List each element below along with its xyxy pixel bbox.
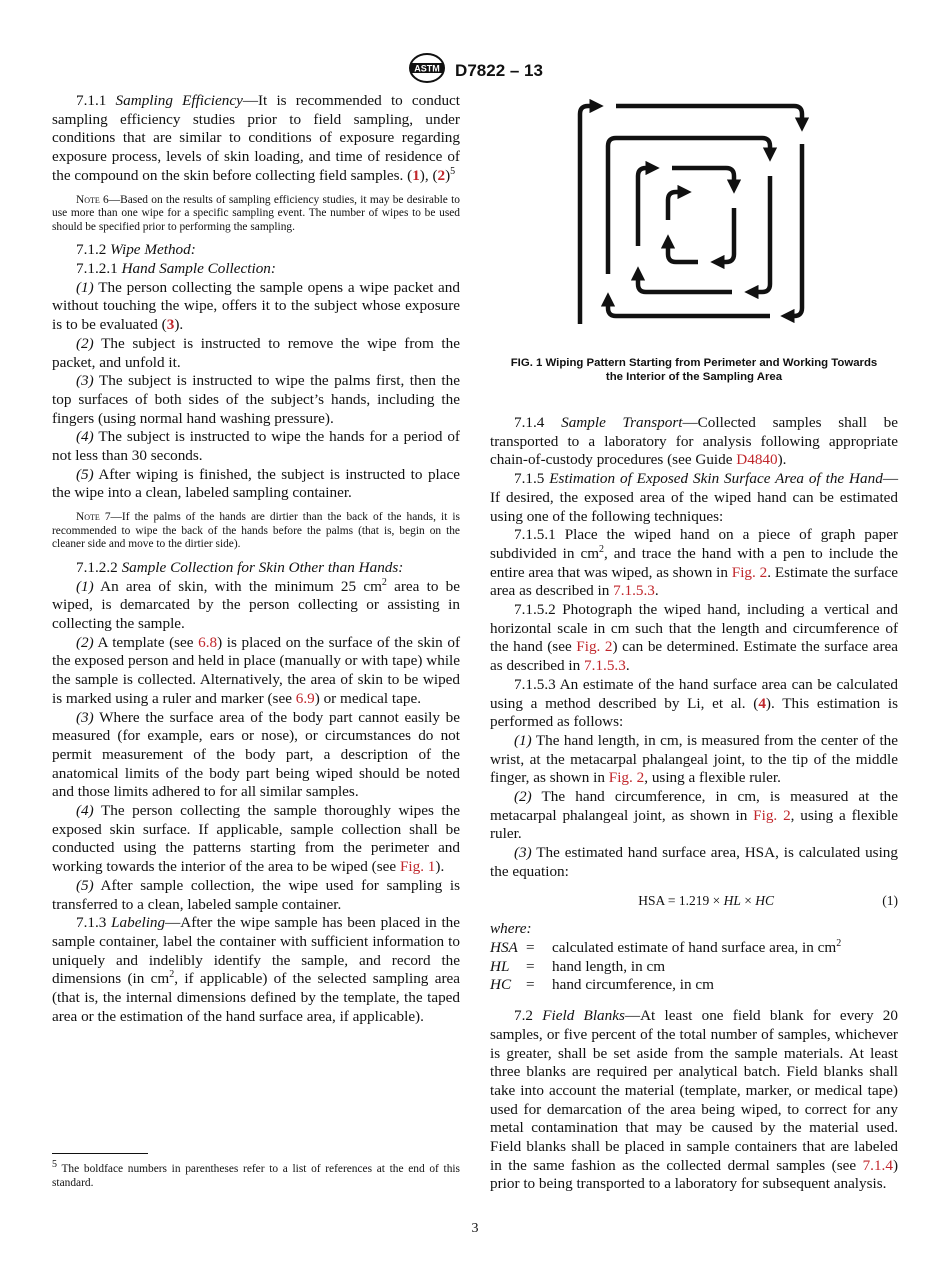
section-7-1-5-2: 7.1.5.2 Photograph the wiped hand, including a vertical and horizontal scale in cm such that the length and circumference of the hand (see Fig. 2) can be determined. Estimate the surface area as described in 7.1.5.3. [490,601,898,675]
link-7-1-4[interactable]: 7.1.4 [862,1156,893,1174]
figure-1-caption: FIG. 1 Wiping Pattern Starting from Perimeter and Working Towards the Interior of the Sampling Area [510,357,878,383]
footnote-rule [52,1153,148,1154]
measure-step-3: (3) The estimated hand surface area, HSA, is calculated using the equation: [490,844,898,880]
note-7: Note 7—If the palms of the hands are dirtier than the back of the hands, it is recommended to wipe the back of the hands before the palms (that is, begin on the cleaner side and move to the dirtier side). [52,511,460,551]
link-6-8[interactable]: 6.8 [198,633,218,651]
link-fig-1[interactable]: Fig. 1 [399,858,436,876]
left-column [52,92,460,1027]
variable-definitions [490,939,841,995]
skin-step-4: (4) The person collecting the sample thoroughly wipes the exposed skin surface. If applicable, sample collection shall be conducted using the patterns starting from the perimeter and working towards the interior of the area to be wiped (see Fig. 1). [52,802,460,876]
definition-row: HL = hand length, in cm [490,957,666,975]
standard-designation: D7822 – 13 [455,60,543,80]
link-7-1-5-3[interactable]: 7.1.5.3 [584,657,626,675]
section-7-1-2-2: 7.1.2.2 Sample Collection for Skin Other than Hands: [76,558,404,576]
skin-step-1: (1) An area of skin, with the minimum 25 $cm^2$ area to be wiped, is demarcated by the person collecting or assisting in collecting the sample. [52,576,460,633]
hand-step-2: (2) The subject is instructed to remove the wipe from the packet, and unfold it. [52,334,460,371]
figure-1-wiping-pattern [490,96,898,344]
link-fig-2[interactable]: Fig. 2 [753,806,791,824]
logo-text: ASTM [414,63,440,74]
measure-step-1: (1) The hand length, in cm, is measured from the center of the wrist, at the metacarpal phalangeal joint, to the tip of the middle finger, as shown in Fig. 2, using a flexible ruler. [490,731,898,787]
section-7-1-2: 7.1.2 Wipe Method: [76,241,196,259]
hand-step-4: (4) The subject is instructed to wipe the hands for a period of not less than 30 seconds. [52,428,460,465]
section-7-1-4: 7.1.4 Sample Transport—Collected samples shall be transported to a laboratory for analysis following appropriate chain-of-custody procedures (see Guide D4840). [490,414,898,469]
hand-step-1: (1) The person collecting the sample opens a wipe packet and without touching the wipe, offers it to the subject whose exposure is to be evaluated (3). [52,278,460,334]
section-7-1-5-1: 7.1.5.1 Place the wiped hand on a piece of graph paper subdivided in $cm^2$, and trace the hand with a pen to include the entire area that was wiped, as shown in Fig. 2. Estimate the surface area as described in 7.1.5.3. [490,526,898,600]
section-7-1-5-3: 7.1.5.3 An estimate of the hand surface area can be calculated using a method described by Li, et al. (4). This estimation is performed as follows: [490,675,899,731]
link-fig-2[interactable]: Fig. 2 [576,638,613,656]
link-fig-2[interactable]: Fig. 2 [731,563,768,581]
astm-logo-icon [407,52,447,89]
hand-step-3: (3) The subject is instructed to wipe the palms first, then the top surfaces of both sides of the subject’s hands, including the fingers (using normal hand washing pressure). [52,372,460,427]
definition-row: HSA = calculated estimate of hand surface area, in $cm^2$ [490,937,842,956]
note-6: Note 6—Based on the results of sampling efficiency studies, it may be desirable to use more than one wipe for a specific sampling event. The number of wipes to be used should be specified prior to performing the sampling. [52,193,460,233]
equation-1: HSA = 1.219 × HL × HC (1) [490,892,898,911]
page-number: 3 [471,1221,479,1236]
link-6-9[interactable]: 6.9 [295,689,315,707]
ref-link-4[interactable]: 4 [758,694,766,712]
where-label: where: [490,920,532,938]
measure-step-2: (2) The hand circumference, in cm, is measured at the metacarpal phalangeal joint, as shown in Fig. 2, using a flexible ruler. [490,788,899,843]
section-7-1-1: 7.1.1 Sampling Efficiency—It is recommended to conduct sampling efficiency studies prior to field sampling, under conditions that are similar to conditions of exposure regarding exposure process, levels of skin loading, and time of residence of the compound on the skin before collecting field samples. (1), $(2)^5$ [52,92,460,184]
skin-step-2: (2) A template (see 6.8) is placed on the surface of the skin of the exposed person and held in place (manually or with tape) while the sample is collected. Alternatively, the area of skin to be wiped is marked using a ruler and marker (see 6.9) or medical tape. [52,633,461,707]
definition-row: HC = hand circumference, in cm [490,976,714,994]
ref-link-3[interactable]: 3 [166,316,175,334]
equation-number: (1) [882,892,898,908]
wiping-pattern-diagram [490,96,898,344]
footnote-marker: 5 [450,165,456,177]
section-7-1-2-1: 7.1.2.1 Hand Sample Collection: [76,260,276,277]
footnote: $^5$ The boldface numbers in parentheses refer to a list of references at the end of this standard. [52,1159,460,1189]
hand-step-5: (5) After wiping is finished, the subject is instructed to place the wipe into a clean, labeled sampling container. [52,465,460,502]
section-7-1-5: 7.1.5 Estimation of Exposed Skin Surface Area of the Hand—If desired, the exposed area of the wiped hand can be estimated using one of the following techniques: [490,470,898,525]
right-column [490,96,898,1194]
link-7-1-5-3[interactable]: 7.1.5.3 [613,582,655,600]
ref-link-1[interactable]: 1 [412,166,420,184]
section-7-2: 7.2 Field Blanks—At least one field blank for every 20 samples, or five percent of the total number of samples, whichever is greater, shall be set aside from the sample materials. At least three blanks are required per analytical batch. Field blanks shall take into account the material (template, marker, or medical tape) used for demarcation of the area being wiped, to correct for any metal contamination that may be caused by the material used. Field blanks shall be placed in sample containers that are labeled in the same fashion as the collected dermal samples (see 7.1.4) prior to being transported to a laboratory for subsequent analysis. [490,1007,898,1193]
page-header [0,52,950,89]
section-7-1-3: 7.1.3 Labeling—After the wipe sample has been placed in the sample container, label the container with sufficient information to uniquely and indelibly identify the sample, and record the dimensions (in $cm^2$, if applicable) of the selected sampling area (that is, the internal dimensions defined by the template, the taped area or the estimation of the hand surface area, if applicable). [52,914,461,1025]
ref-link-2[interactable]: 2 [437,166,446,184]
link-fig-2[interactable]: Fig. 2 [608,769,645,787]
skin-step-3: (3) Where the surface area of the body part cannot easily be measured (for example, ears or nose), or circumstances do not permit measurement of the body part, a description of the anatomical limits of the body part being wiped should be noted and those limits adhered to for all similar samples. [52,708,460,801]
skin-step-5: (5) After sample collection, the wipe used for sampling is transferred to a clean, labeled sample container. [52,876,460,913]
link-d4840[interactable]: D4840 [736,451,778,469]
